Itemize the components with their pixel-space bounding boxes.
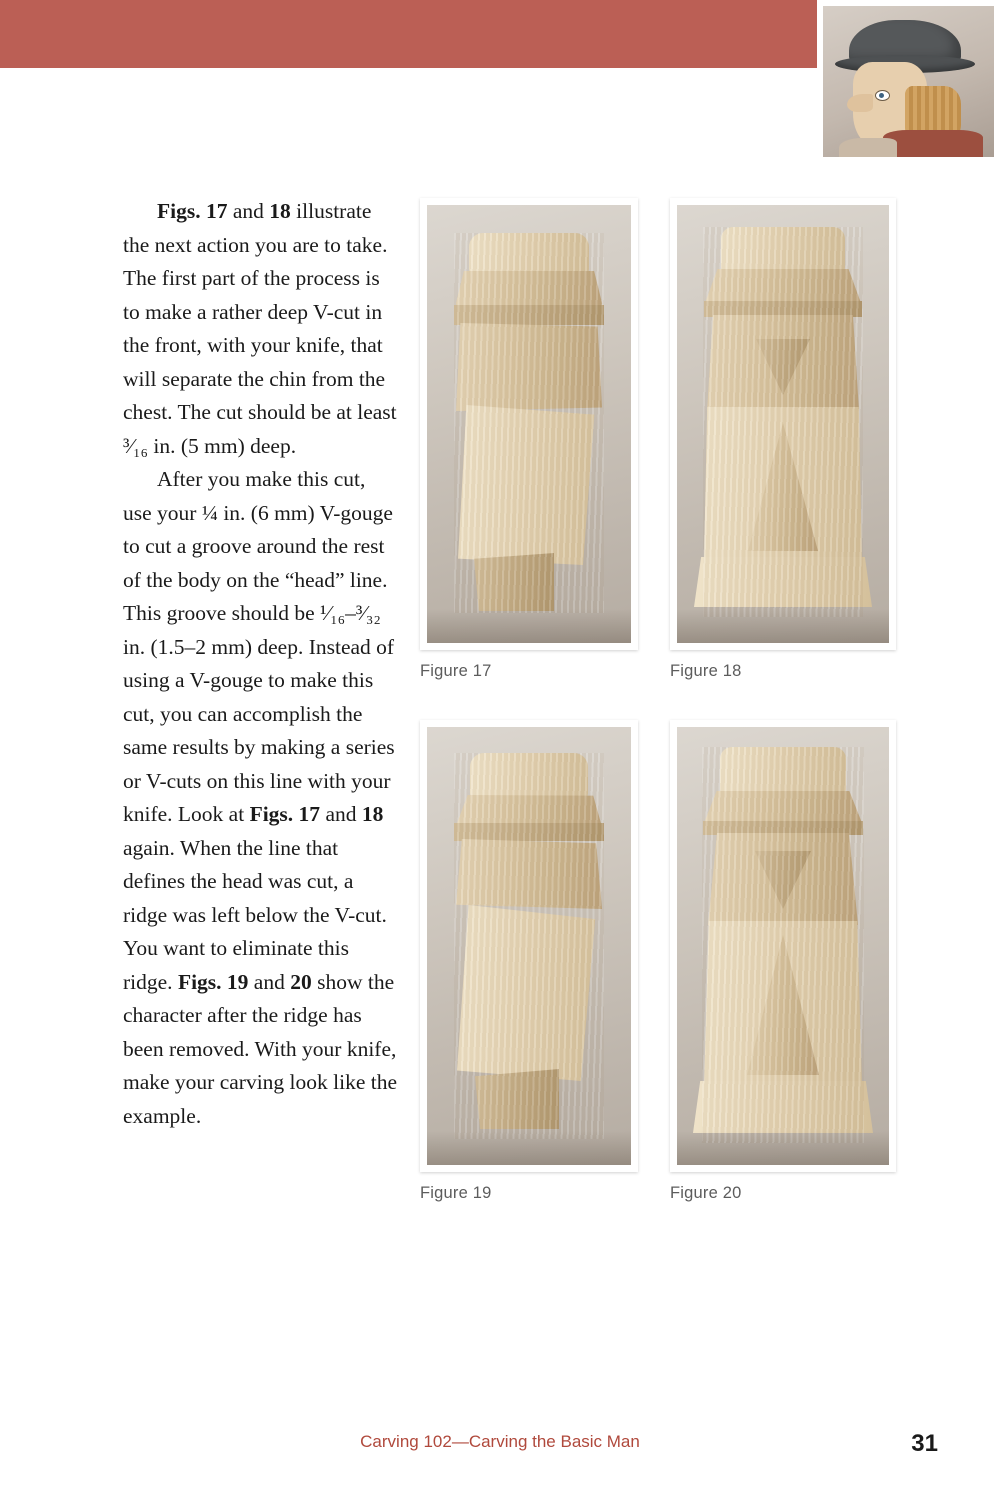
paragraph-2: [123, 463, 398, 1133]
body-text-column: [123, 195, 398, 1133]
figure-20-photo: [677, 727, 889, 1165]
figs-18-reference-2: 18: [361, 802, 384, 826]
figs-18-reference: 18: [269, 199, 291, 223]
figure-18-caption: Figure 18: [670, 662, 742, 680]
figure-19-frame: [420, 720, 638, 1172]
figure-19: [420, 720, 638, 1203]
photo-floor-shadow: [427, 1131, 631, 1165]
carving-blank: [702, 747, 864, 1143]
figure-17-frame: [420, 198, 638, 650]
corner-photo-frame: [817, 0, 1000, 163]
shirt-shape: [883, 130, 983, 157]
para1-run4: illustrate the next action you are to take. The first part of the process is to make a rather deep V-cut in the front, with your knife, that will separate the chin from the chest. The cut should be at least ³⁄₁₆ in. (5 mm) deep.: [123, 199, 397, 458]
photo-floor-shadow: [677, 1131, 889, 1165]
figure-17: [420, 198, 638, 681]
figure-17-photo: [427, 205, 631, 643]
figs-17-reference-2: Figs. 17: [249, 802, 321, 826]
carving-blank: [454, 233, 604, 613]
figure-18-photo: [677, 205, 889, 643]
para2-run7: and: [248, 969, 291, 994]
para2-run5: again. When the line that defines the head was cut, a ridge was left below the V-cut. You want to eliminate this ridge.: [123, 835, 387, 994]
figs-19-reference: Figs. 19: [177, 969, 249, 994]
figure-19-caption: Figure 19: [420, 1184, 492, 1202]
figure-20-caption: Figure 20: [670, 1184, 742, 1202]
nose-shape: [847, 94, 873, 112]
para1-run2: and: [227, 199, 270, 223]
para2-run9: show the character after the ridge has been removed. With your knife, make your carving look like the example.: [123, 969, 398, 1128]
figure-20: [670, 720, 896, 1203]
shoulder-shape: [839, 138, 897, 157]
paragraph-1: [123, 195, 398, 463]
para2-run1: After you make this cut, use your ¼ in. (6 mm) V-gouge to cut a groove around the rest of the body on the “head” line. This groove should be ¹⁄₁₆–³⁄₃₂ in. (1.5–2 mm) deep. Instead of using a V-gouge to make this cut, you can accomplish the same results by making a series or V-cuts on this line with your knife. Look at: [123, 467, 395, 826]
figs-17-reference: Figs. 17: [157, 199, 228, 223]
figure-18: [670, 198, 896, 681]
figure-17-caption: Figure 17: [420, 662, 492, 680]
figure-18-frame: [670, 198, 896, 650]
carved-man-head-photo: [823, 6, 994, 157]
figs-20-reference: 20: [290, 969, 312, 994]
carving-blank: [454, 753, 604, 1139]
figure-19-photo: [427, 727, 631, 1165]
eye-shape: [875, 90, 890, 101]
para2-run3: and: [320, 802, 362, 826]
page-number: 31: [911, 1430, 938, 1457]
photo-floor-shadow: [427, 609, 631, 643]
footer-chapter-title: Carving 102—Carving the Basic Man: [360, 1432, 640, 1451]
photo-floor-shadow: [677, 609, 889, 643]
carving-blank: [703, 227, 863, 617]
figure-20-frame: [670, 720, 896, 1172]
